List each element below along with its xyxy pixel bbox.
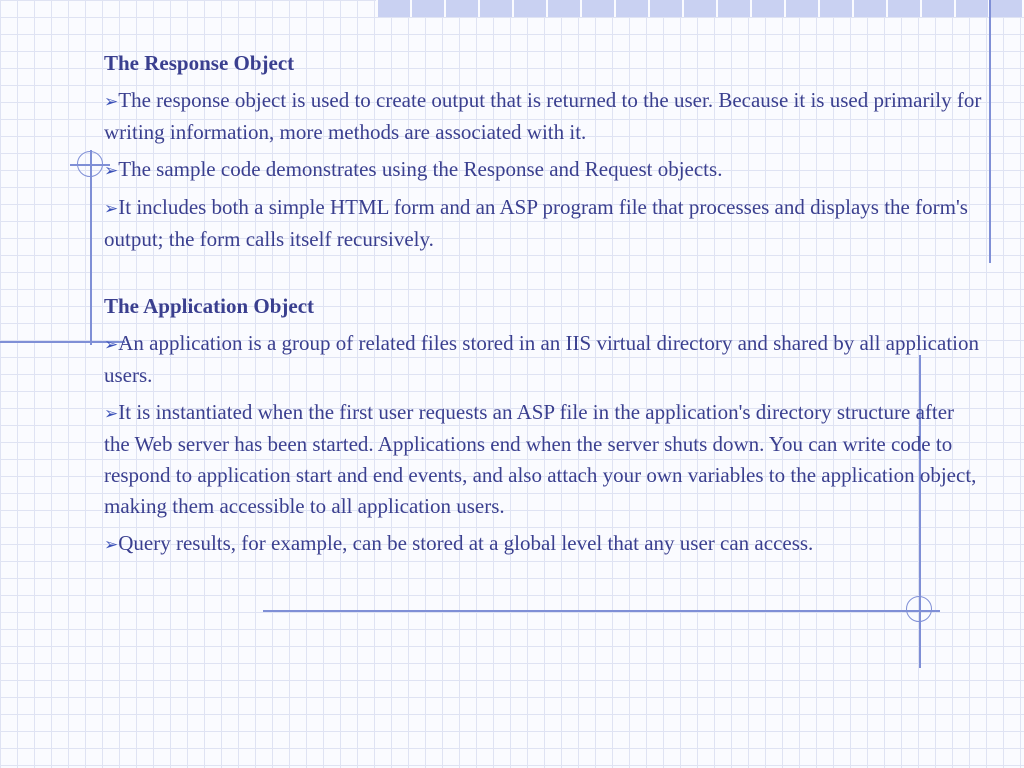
slide-content bbox=[104, 48, 984, 566]
arrow-bullet-icon: ➢ bbox=[104, 92, 119, 111]
bullet-item bbox=[104, 397, 984, 522]
bullet-item bbox=[104, 154, 984, 186]
right-top-vertical-line bbox=[989, 0, 991, 263]
bullet-text: It is instantiated when the first user requests an ASP file in the application's directory structure after the Web server has been started. Applications end when the server shuts down. You can write code to respond to application start and end events, and also attach your own variables to the application object, making them accessible to all application users. bbox=[104, 400, 977, 518]
top-decorative-strip bbox=[376, 0, 1024, 17]
bullet-text: Query results, for example, can be stored at a global level that any user can access. bbox=[118, 531, 814, 555]
bullet-item bbox=[104, 328, 984, 391]
bullet-text: The response object is used to create output that is returned to the user. Because it is used primarily for writing information, more methods are associated with it. bbox=[104, 88, 982, 144]
arrow-bullet-icon: ➢ bbox=[104, 404, 119, 423]
bottom-right-circle-ornament bbox=[906, 596, 932, 622]
arrow-bullet-icon: ➢ bbox=[104, 535, 119, 554]
upper-left-circle-ornament bbox=[77, 151, 103, 177]
left-vertical-line bbox=[90, 150, 92, 345]
bullet-item bbox=[104, 528, 984, 560]
bullet-item bbox=[104, 192, 984, 255]
section-application-object bbox=[104, 291, 984, 560]
section-heading: The Response Object bbox=[104, 51, 295, 75]
arrow-bullet-icon: ➢ bbox=[104, 335, 119, 354]
bullet-text: The sample code demonstrates using the Response and Request objects. bbox=[118, 157, 723, 181]
arrow-bullet-icon: ➢ bbox=[104, 199, 119, 218]
section-heading: The Application Object bbox=[104, 294, 315, 318]
bottom-horizontal-line bbox=[263, 610, 940, 612]
section-response-object bbox=[104, 48, 984, 255]
bullet-text: It includes both a simple HTML form and an ASP program file that processes and displays the form's output; the form calls itself recursively. bbox=[104, 195, 968, 251]
arrow-bullet-icon: ➢ bbox=[104, 161, 119, 180]
bullet-item bbox=[104, 85, 984, 148]
bullet-text: An application is a group of related files stored in an IIS virtual directory and shared by all application users. bbox=[104, 331, 979, 387]
section-spacer bbox=[104, 261, 984, 291]
